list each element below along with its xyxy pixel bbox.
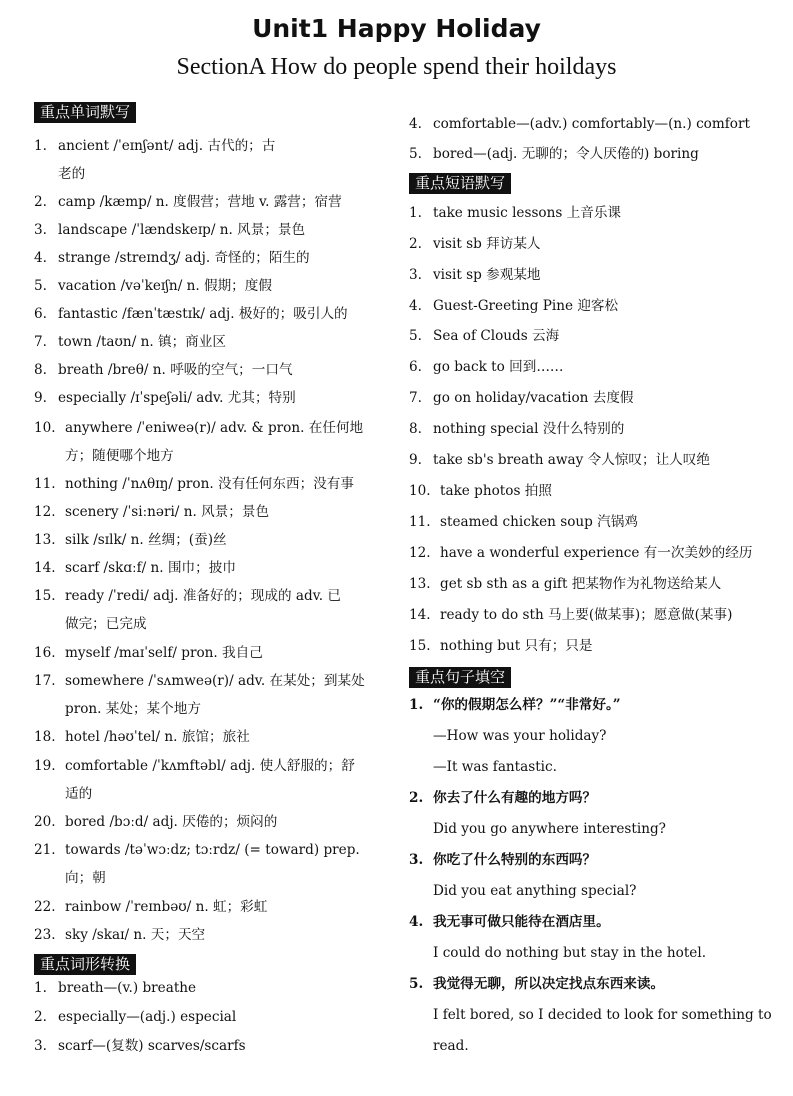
vocab-item-23: 23. sky /skaɪ/ n. 天；天空 (34, 927, 206, 943)
phrase-item-6: 6. go back to 回到…… (409, 359, 564, 375)
vocab-item-2: 2. camp /kæmp/ n. 度假营；营地 v. 露营；宿营 (34, 194, 342, 210)
phrase-item-14: 14. ready to do sth 马上要(做某事)；愿意做(某事) (409, 607, 733, 623)
sentence-item-2: 2. 你去了什么有趣的地方吗？ (409, 790, 597, 806)
phrase-item-1: 1. take music lessons 上音乐课 (409, 205, 622, 221)
sentence-item-3: 3. 你吃了什么特别的东西吗？ (409, 852, 597, 868)
sentence-item-1: 1. “你的假期怎么样？”“非常好。” (409, 697, 621, 713)
forms-item-5: 5. bored—(adj. 无聊的；令人厌倦的) boring (409, 146, 699, 162)
vocab-item-3: 3. landscape /ˈlændskeɪp/ n. 风景；景色 (34, 222, 306, 238)
phrase-item-3: 3. visit sp 参观某地 (409, 267, 541, 283)
phrase-item-2: 2. visit sb 拜访某人 (409, 236, 541, 252)
sentence-item-5: 5. 我觉得无聊，所以决定找点东西来读。 (409, 976, 665, 992)
phrase-item-9: 9. take sb's breath away 令人惊叹；让人叹绝 (409, 452, 710, 468)
vocab-item-20: 20. bored /bɔːd/ adj. 厌倦的；烦闷的 (34, 814, 278, 830)
sentence-item-3-line-2: Did you eat anything special? (433, 883, 637, 899)
phrase-item-7: 7. go on holiday/vacation 去度假 (409, 390, 634, 406)
forms-item-3: 3. scarf—(复数) scarves/scarfs (34, 1038, 246, 1054)
vocab-item-18: 18. hotel /həʊˈtel/ n. 旅馆；旅社 (34, 729, 250, 745)
vocab-item-16: 16. myself /maɪˈself/ pron. 我自己 (34, 645, 263, 661)
vocab-item-17: 17. somewhere /ˈsʌmweə(r)/ adv. 在某处；到某处 (34, 673, 365, 689)
vocab-item-22: 22. rainbow /ˈreɪnbəʊ/ n. 虹；彩虹 (34, 899, 268, 915)
sentence-item-5-line-3: read. (433, 1038, 469, 1054)
vocab-item-21-cont: 向；朝 (65, 870, 106, 886)
vocab-item-21: 21. towards /təˈwɔːdz; tɔːrdz/ (= toward) prep. (34, 842, 360, 858)
phrase-item-13: 13. get sb sth as a gift 把某物作为礼物送给某人 (409, 576, 722, 592)
forms-item-2: 2. especially—(adj.) especial (34, 1009, 237, 1025)
vocab-item-6: 6. fantastic /fænˈtæstɪk/ adj. 极好的；吸引人的 (34, 306, 348, 322)
vocab-item-19-cont: 适的 (65, 786, 93, 802)
phrase-item-11: 11. steamed chicken soup 汽锅鸡 (409, 514, 638, 530)
vocab-item-13: 13. silk /sɪlk/ n. 丝绸；(蚕)丝 (34, 532, 227, 548)
phrase-item-10: 10. take photos 拍照 (409, 483, 552, 499)
phrase-item-5: 5. Sea of Clouds 云海 (409, 328, 560, 344)
sentence-item-1-line-2: —How was your holiday? (433, 728, 607, 744)
page-subtitle: SectionA How do people spend their hoildays (176, 54, 617, 80)
sentence-item-4-line-2: I could do nothing but stay in the hotel. (433, 945, 707, 961)
vocab-item-15-cont: 做完；已完成 (65, 616, 147, 632)
sentence-item-5-line-2: I felt bored, so I decided to look for something to (433, 1007, 772, 1023)
phrase-item-15: 15. nothing but 只有；只是 (409, 638, 593, 654)
vocab-item-9: 9. especially /ɪˈspeʃəli/ adv. 尤其；特别 (34, 390, 296, 406)
forms-header: 重点词形转换 (34, 954, 136, 975)
forms-item-4: 4. comfortable—(adv.) comfortably—(n.) comfort (409, 116, 750, 132)
page-title: Unit1 Happy Holiday (252, 14, 541, 43)
vocab-item-11: 11. nothing /ˈnʌθɪŋ/ pron. 没有任何东西；没有事 (34, 476, 354, 492)
vocab-header: 重点单词默写 (34, 102, 136, 123)
sentence-item-1-line-3: —It was fantastic. (433, 759, 557, 775)
phrases-header: 重点短语默写 (409, 173, 511, 194)
phrase-item-12: 12. have a wonderful experience 有一次美妙的经历 (409, 545, 753, 561)
sentence-item-2-line-2: Did you go anywhere interesting? (433, 821, 666, 837)
vocab-item-19: 19. comfortable /ˈkʌmftəbl/ adj. 使人舒服的；舒 (34, 758, 355, 774)
vocab-item-5: 5. vacation /vəˈkeɪʃn/ n. 假期；度假 (34, 278, 272, 294)
sentence-item-4: 4. 我无事可做只能待在酒店里。 (409, 914, 610, 930)
phrase-item-4: 4. Guest-Greeting Pine 迎客松 (409, 298, 619, 314)
vocab-item-1: 1. ancient /ˈeɪnʃənt/ adj. 古代的；古 (34, 138, 276, 154)
sentences-header: 重点句子填空 (409, 667, 511, 688)
vocab-item-10-cont: 方；随便哪个地方 (65, 448, 174, 464)
vocab-item-12: 12. scenery /ˈsiːnəri/ n. 风景；景色 (34, 504, 270, 520)
vocab-item-8: 8. breath /breθ/ n. 呼吸的空气；一口气 (34, 362, 293, 378)
phrase-item-8: 8. nothing special 没什么特别的 (409, 421, 625, 437)
vocab-item-10: 10. anywhere /ˈeniweə(r)/ adv. & pron. 在任何地 (34, 420, 364, 436)
vocab-item-7: 7. town /taʊn/ n. 镇；商业区 (34, 334, 226, 350)
vocab-item-4: 4. strange /streɪndʒ/ adj. 奇怪的；陌生的 (34, 250, 310, 266)
vocab-item-14: 14. scarf /skɑːf/ n. 围巾；披巾 (34, 560, 236, 576)
vocab-item-1-cont: 老的 (58, 166, 86, 182)
vocab-item-17-cont: pron. 某处；某个地方 (65, 701, 201, 717)
forms-item-1: 1. breath—(v.) breathe (34, 980, 197, 996)
vocab-item-15: 15. ready /ˈredi/ adj. 准备好的；现成的 adv. 已 (34, 588, 342, 604)
